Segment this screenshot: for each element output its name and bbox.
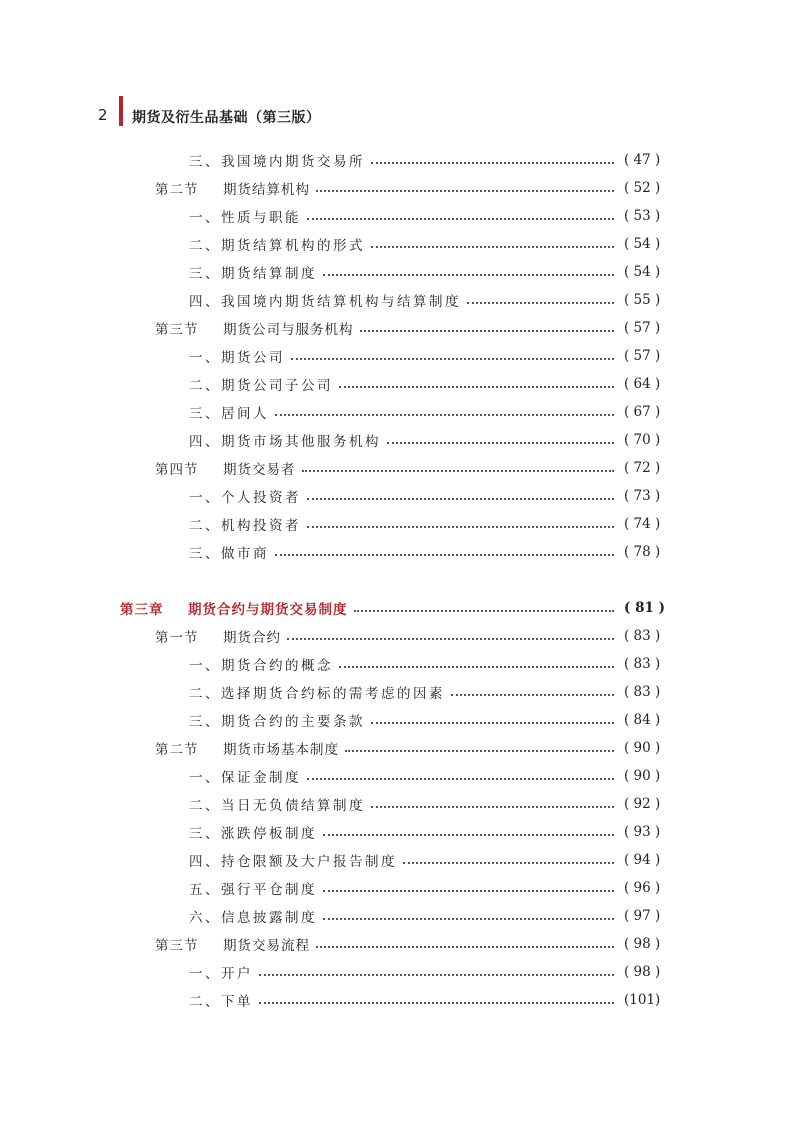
toc-label [155,626,281,646]
dot-leader [345,750,614,752]
toc-page-number: ( 92 ) [624,796,661,812]
toc-section [155,933,672,955]
toc-title: 二、期货结算机构的形式 [189,238,365,254]
toc-label [189,794,365,814]
toc-label [189,262,317,282]
toc-item [189,401,672,423]
dot-leader [360,330,615,332]
toc-section [155,177,672,199]
toc-title: 一、性质与职能 [189,210,301,226]
toc-title: 二、下单 [189,994,253,1010]
toc-number: 第四节 [155,462,199,478]
toc-label [189,962,253,982]
dot-leader [371,246,614,248]
toc-page-number: ( 74 ) [624,516,661,532]
toc-page-number: ( 47 ) [624,152,661,168]
toc-page-number: ( 93 ) [624,824,661,840]
toc-page-number: ( 57 ) [624,320,661,336]
toc-page-number: (101) [624,992,661,1008]
toc-label [189,906,317,926]
dot-leader [387,442,614,444]
toc-page-number: ( 81 ) [624,600,665,616]
toc-label [189,402,269,422]
toc-number: 第二节 [155,742,199,758]
dot-leader [371,806,614,808]
toc-item [189,793,672,815]
toc-page-number: ( 78 ) [624,544,661,560]
toc-title: 二、机构投资者 [189,518,301,534]
toc-item [189,709,672,731]
toc-page-number: ( 73 ) [624,488,661,504]
toc-label [189,822,317,842]
toc-title: 三、我国境内期货交易所 [189,154,365,170]
toc-item [189,261,672,283]
toc-title: 五、强行平仓制度 [189,882,317,898]
toc-label [189,290,461,310]
dot-leader [291,358,614,360]
toc-page-number: ( 90 ) [624,740,661,756]
toc-label [155,458,296,478]
toc-title: 二、选择期货合约标的需考虑的因素 [189,686,445,702]
toc-page-number: ( 72 ) [624,460,661,476]
toc-label [189,850,397,870]
page-number: 2 [98,106,108,124]
toc-page-number: ( 83 ) [624,628,661,644]
toc-page-number: ( 98 ) [624,964,661,980]
toc-title: 二、当日无负债结算制度 [189,798,365,814]
toc-label [189,542,269,562]
toc-number: 第二节 [155,182,199,198]
toc-item [189,905,672,927]
dot-leader [467,302,614,304]
toc-label [155,934,310,954]
dot-leader [302,470,615,472]
toc-page-number: ( 54 ) [624,264,661,280]
toc-page-number: ( 97 ) [624,908,661,924]
dot-leader [403,862,614,864]
dot-leader [316,190,614,192]
toc-page-number: ( 90 ) [624,768,661,784]
toc-label [189,346,285,366]
toc-section [155,737,672,759]
toc-title: 三、期货合约的主要条款 [189,714,365,730]
toc-title: 四、持仓限额及大户报告制度 [189,854,397,870]
toc-page-number: ( 98 ) [624,936,661,952]
toc-label [189,682,445,702]
dot-leader [316,946,614,948]
toc-item [189,205,672,227]
toc-label [189,374,333,394]
dot-leader [323,834,614,836]
toc-label [155,178,310,198]
toc-item [189,989,672,1011]
dot-leader [323,274,614,276]
header-rule [119,96,123,126]
toc-title: 三、做市商 [189,546,269,562]
dot-leader [307,526,614,528]
toc-label [189,234,365,254]
toc-item [189,765,672,787]
toc-page-number: ( 54 ) [624,236,661,252]
dot-leader [323,918,614,920]
toc-title: 六、信息披露制度 [189,910,317,926]
dot-leader [371,722,614,724]
toc-page-number: ( 70 ) [624,432,661,448]
dot-leader [259,974,614,976]
toc-title: 期货合约与期货交易制度 [188,602,348,618]
toc-page-number: ( 83 ) [624,656,661,672]
toc-label [189,486,301,506]
toc-item [189,961,672,983]
toc-item [189,877,672,899]
dot-leader [307,218,614,220]
toc-item [189,373,672,395]
dot-leader [451,694,614,696]
toc-item [189,513,672,535]
toc-label [155,318,354,338]
toc-label [189,766,301,786]
dot-leader [339,386,614,388]
dot-leader [307,498,614,500]
dot-leader [275,414,614,416]
toc-label [189,150,365,170]
toc-title: 一、开户 [189,966,253,982]
toc-title: 二、期货公司子公司 [189,378,333,394]
toc-number: 第三节 [155,938,199,954]
toc-title: 一、期货公司 [189,350,285,366]
toc-title: 三、居间人 [189,406,269,422]
toc-page-number: ( 55 ) [624,292,661,308]
dot-leader [354,610,615,612]
toc-title: 期货公司与服务机构 [223,322,354,338]
toc-number: 第三节 [155,322,199,338]
toc-label [189,430,381,450]
toc-item [189,849,672,871]
toc-title: 一、期货合约的概念 [189,658,333,674]
toc-item [189,681,672,703]
toc-section [155,457,672,479]
dot-leader [287,638,614,640]
toc-label [189,710,365,730]
toc-label [189,990,253,1010]
toc-item [189,541,672,563]
toc-item [189,429,672,451]
toc-label [189,878,317,898]
toc-label [189,514,301,534]
toc-label [155,738,339,758]
toc-item [189,149,672,171]
toc-title: 期货结算机构 [223,182,310,198]
dot-leader [339,666,614,668]
dot-leader [307,778,614,780]
toc-label [189,206,301,226]
toc-section [155,317,672,339]
toc-title: 期货交易者 [223,462,296,478]
toc-item [189,821,672,843]
toc-title: 四、期货市场其他服务机构 [189,434,381,450]
toc-page-number: ( 52 ) [624,180,661,196]
toc-page-number: ( 83 ) [624,684,661,700]
toc-number: 第一节 [155,630,199,646]
toc-page-number: ( 67 ) [624,404,661,420]
dot-leader [323,890,614,892]
toc-title: 期货合约 [223,630,281,646]
toc-page-number: ( 84 ) [624,712,661,728]
toc-item [189,345,672,367]
toc-chapter [120,597,672,619]
toc-page-number: ( 64 ) [624,376,661,392]
toc-title: 期货市场基本制度 [223,742,339,758]
toc-title: 三、期货结算制度 [189,266,317,282]
toc-page-number: ( 94 ) [624,852,661,868]
toc-page-number: ( 53 ) [624,208,661,224]
toc-label [120,598,348,618]
toc-title: 一、保证金制度 [189,770,301,786]
toc-title: 期货交易流程 [223,938,310,954]
toc-page-number: ( 96 ) [624,880,661,896]
toc-item [189,485,672,507]
dot-leader [259,1002,614,1004]
dot-leader [371,162,614,164]
toc-page-number: ( 57 ) [624,348,661,364]
toc-title: 四、我国境内期货结算机构与结算制度 [189,294,461,310]
book-title: 期货及衍生品基础（第三版） [132,110,321,126]
toc-number: 第三章 [120,602,164,618]
toc-item [189,289,672,311]
toc-label [189,654,333,674]
toc-item [189,233,672,255]
toc-item [189,653,672,675]
toc-title: 三、涨跌停板制度 [189,826,317,842]
dot-leader [275,554,614,556]
toc-section [155,625,672,647]
toc-title: 一、个人投资者 [189,490,301,506]
